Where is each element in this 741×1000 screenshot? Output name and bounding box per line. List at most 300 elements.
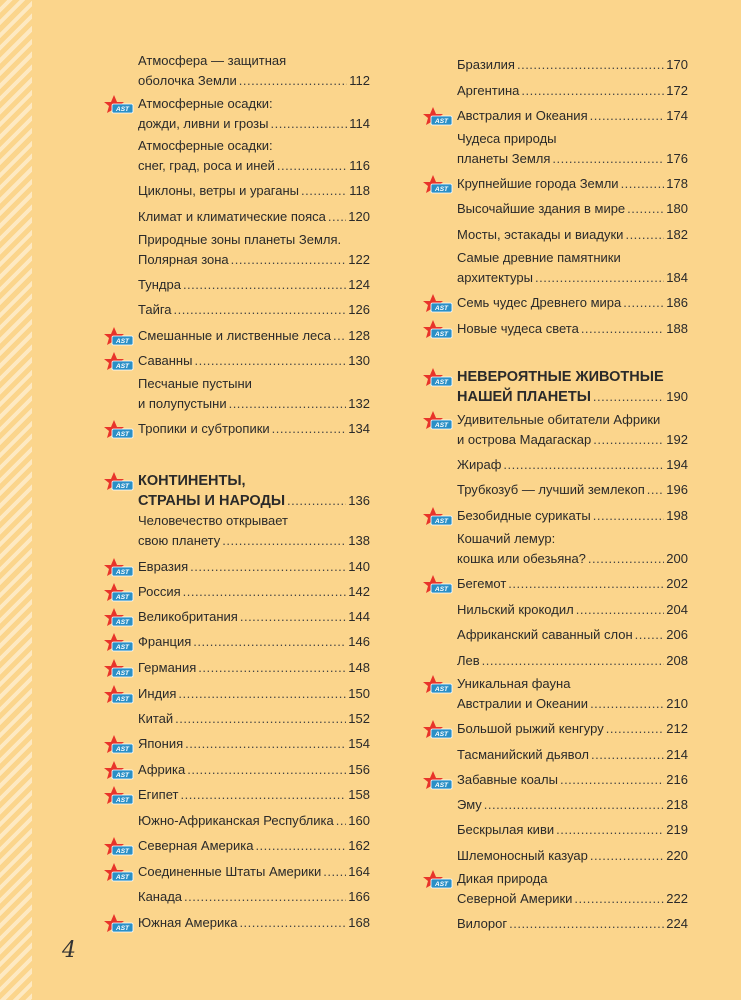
toc-page-number: 214 [666,747,688,762]
toc-entry-title-line: Человечество открывает [138,513,288,528]
dot-leader [482,651,665,671]
dot-leader [606,719,665,739]
toc-page-number: 220 [666,848,688,863]
toc-entry-title-line: Смешанные и лиственные леса [138,328,332,343]
toc-entry[interactable] [138,181,370,201]
toc-page-number: 112 [349,73,370,88]
toc-entry-title-line: Бегемот [457,576,507,591]
toc-page-number: 128 [348,328,370,343]
ast-badge-icon [102,94,134,118]
dot-leader [627,199,664,219]
toc-entry-title-line: Высочайшие здания в мире [457,201,626,216]
toc-entry[interactable] [457,129,688,169]
svg-text:AST: AST [116,874,129,882]
toc-entry[interactable] [457,651,688,671]
dot-leader [198,658,346,678]
toc-entry-title-line: НАШЕЙ ПЛАНЕТЫ [457,389,591,405]
toc-entry[interactable] [138,582,370,602]
toc-entry-title-line: Дикая природа [457,871,548,886]
toc-entry-title-line: КОНТИНЕНТЫ, [138,473,246,489]
toc-page-number: 138 [348,533,370,548]
toc-page-number: 200 [666,551,688,566]
toc-entry[interactable] [138,374,370,414]
svg-text:AST: AST [116,925,129,933]
ast-badge-icon [421,319,453,343]
svg-text:AST: AST [435,379,448,387]
svg-text:AST: AST [116,363,129,371]
toc-page-number: 154 [348,736,370,751]
toc-entry-title-line: Циклоны, ветры и ураганы [138,183,300,198]
toc-entry[interactable] [457,529,688,569]
toc-entry[interactable] [138,300,370,320]
dot-leader [222,531,346,551]
svg-text:AST: AST [435,586,448,594]
dot-leader [229,394,347,414]
dot-leader [231,250,347,270]
dot-leader [255,836,346,856]
toc-entry-title-line: кошка или обезьяна? [457,551,586,566]
ast-badge-icon [421,574,453,598]
toc-entry[interactable] [138,136,370,176]
toc-page-number: 116 [349,158,370,173]
toc-entry[interactable] [457,319,688,339]
toc-page-number: 194 [666,457,688,472]
toc-page-number: 224 [666,916,688,931]
svg-text:AST: AST [435,422,448,430]
toc-entry[interactable] [457,625,688,645]
toc-page-number: 202 [666,576,688,591]
svg-text:AST: AST [435,782,448,790]
toc-entry-title-line: Южно-Африканская Республика [138,813,334,828]
ast-badge-icon [421,719,453,743]
toc-entry-title-line: Удивительные обитатели Африки [457,412,661,427]
dot-leader [625,225,664,245]
dot-leader [593,430,664,450]
toc-entry-title-line: НЕВЕРОЯТНЫЕ ЖИВОТНЫЕ [457,369,664,385]
ast-badge-icon [421,506,453,530]
toc-entry-title-line: Тундра [138,277,181,292]
toc-page-number: 178 [666,176,688,191]
toc-entry-title-line: Климат и климатические пояса [138,209,326,224]
svg-text:AST: AST [435,881,448,889]
dot-leader [185,734,346,754]
toc-page-number: 212 [666,721,688,736]
toc-entry-title-line: Вилорог [457,916,508,931]
toc-entry[interactable] [457,719,688,739]
ast-badge-icon [102,836,134,860]
toc-entry[interactable] [457,846,688,866]
dot-leader [590,694,664,714]
toc-entry[interactable] [138,351,370,371]
dot-leader [174,300,347,320]
toc-entry[interactable] [138,658,370,678]
toc-entry[interactable] [138,557,370,577]
toc-entry[interactable] [457,869,688,909]
toc-entry-title-line: Южная Америка [138,915,238,930]
svg-text:AST: AST [116,696,129,704]
toc-page-number: 176 [666,151,688,166]
toc-entry[interactable] [457,55,688,75]
ast-badge-icon [421,106,453,130]
toc-page-number: 186 [666,295,688,310]
dot-leader [591,745,664,765]
ast-badge-icon [102,684,134,708]
dot-leader [508,574,664,594]
toc-entry[interactable] [457,293,688,313]
dot-leader [581,319,664,339]
toc-page-number: 206 [666,627,688,642]
dot-leader [328,207,346,227]
toc-page-number: 142 [348,584,370,599]
svg-text:AST: AST [116,670,129,678]
toc-entry[interactable] [138,511,370,551]
dot-leader [521,81,664,101]
toc-page-number: 166 [348,889,370,904]
toc-entry-title-line: Большой рыжий кенгуру [457,721,604,736]
dot-leader [590,846,664,866]
svg-text:AST: AST [116,569,129,577]
dot-leader [183,582,347,602]
toc-entry-title-line: Соединенные Штаты Америки [138,864,322,879]
toc-page-number: 144 [348,609,370,624]
toc-page-number: 124 [348,277,370,292]
svg-text:AST: AST [435,118,448,126]
toc-entry-title-line: Франция [138,634,192,649]
toc-entry[interactable] [457,820,688,840]
dot-leader [574,889,664,909]
toc-entry-title-line: оболочка Земли [138,73,237,88]
dot-leader [623,293,664,313]
toc-entry[interactable] [457,455,688,475]
dot-leader [270,114,347,134]
toc-page-number: 196 [666,482,688,497]
dot-leader [272,419,347,439]
toc-entry-title-line: Австралия и Океания [457,108,588,123]
toc-page-number: 164 [348,864,370,879]
toc-entry-title-line: Тайга [138,302,172,317]
toc-page-number: 162 [348,838,370,853]
svg-text:AST: AST [116,483,129,491]
toc-page-number: 118 [349,183,370,198]
toc-entry[interactable] [138,785,370,805]
ast-badge-icon [421,293,453,317]
toc-entry[interactable] [457,600,688,620]
toc-entry[interactable] [138,887,370,907]
toc-entry[interactable] [457,480,688,500]
toc-page-number: 114 [349,116,370,131]
page-number: 4 [62,938,76,963]
toc-entry-title-line: Атмосферные осадки: [138,138,273,153]
toc-page-number: 150 [348,686,370,701]
ast-badge-icon [421,770,453,794]
toc-entry-title-line: Кошачий лемур: [457,531,556,546]
toc-entry-title-line: Северной Америки [457,891,573,906]
toc-page-number: 222 [666,891,688,906]
dot-leader [588,549,664,569]
toc-entry[interactable] [457,174,688,194]
toc-entry[interactable] [138,275,370,295]
svg-text:AST: AST [435,731,448,739]
toc-entry-title-line: Эму [457,797,482,812]
ast-badge-icon [102,734,134,758]
toc-entry-title-line: Африканский саванный слон [457,627,633,642]
toc-entry-title-line: Уникальная фауна [457,676,571,691]
toc-entry[interactable] [138,811,370,831]
dot-leader [240,607,346,627]
toc-entry-title-line: Канада [138,889,183,904]
toc-entry-title-line: Саванны [138,353,193,368]
toc-entry[interactable] [138,230,370,270]
ast-badge-icon [102,582,134,606]
dot-leader [323,862,346,882]
ast-badge-icon [102,862,134,886]
toc-entry[interactable] [457,745,688,765]
toc-entry[interactable] [138,51,370,91]
toc-page-number: 192 [666,432,688,447]
toc-page-number: 204 [666,602,688,617]
toc-entry-title-line: Мосты, эстакады и виадуки [457,227,624,242]
toc-page-number: 158 [348,787,370,802]
dot-leader [593,506,665,526]
ast-badge-icon [102,326,134,350]
toc-entry[interactable] [457,506,688,526]
toc-page-number: 216 [666,772,688,787]
dot-leader [556,820,664,840]
toc-page-number: 182 [666,227,688,242]
toc-entry-title-line: СТРАНЫ И НАРОДЫ [138,493,286,509]
toc-entry[interactable] [138,709,370,729]
toc-entry-title-line: Япония [138,736,184,751]
toc-entry-title-line: свою планету [138,533,221,548]
toc-entry-title-line: Семь чудес Древнего мира [457,295,622,310]
ast-badge-icon [421,869,453,893]
toc-entry[interactable] [457,106,688,126]
toc-entry-title-line: Природные зоны планеты Земля. [138,232,342,247]
dot-leader [560,770,664,790]
toc-entry[interactable] [138,760,370,780]
toc-entry-title-line: Бескрылая киви [457,822,555,837]
svg-text:AST: AST [116,644,129,652]
toc-page-number: 146 [348,634,370,649]
svg-text:AST: AST [116,619,129,627]
toc-entry-title-line: Безобидные сурикаты [457,508,591,523]
dot-leader [576,600,665,620]
toc-entry-title-line: Самые древние памятники [457,250,621,265]
toc-page-number: 198 [666,508,688,523]
svg-text:AST: AST [116,106,129,114]
toc-entry-title-line: дожди, ливни и грозы [138,116,269,131]
toc-entry[interactable] [457,795,688,815]
toc-page-number: 152 [348,711,370,726]
dot-leader [535,268,664,288]
ast-badge-icon [421,674,453,698]
dot-leader [336,811,347,831]
toc-entry[interactable] [138,913,370,933]
toc-page-number: 156 [348,762,370,777]
toc-page-number: 180 [666,201,688,216]
toc-section-heading[interactable] [457,367,688,407]
toc-entry[interactable] [138,684,370,704]
toc-page-number: 134 [348,421,370,436]
ast-badge-icon [102,658,134,682]
toc-page-number: 210 [666,696,688,711]
svg-text:AST: AST [435,518,448,526]
svg-text:AST: AST [116,772,129,780]
dot-leader [503,455,664,475]
toc-entry-title-line: Новые чудеса света [457,321,579,336]
toc-entry-title-line: Песчаные пустыни [138,376,252,391]
toc-entry[interactable] [457,574,688,594]
toc-entry[interactable] [138,419,370,439]
svg-text:AST: AST [435,331,448,339]
dot-leader [621,174,665,194]
dot-leader [187,760,346,780]
toc-page-number: 136 [348,493,370,508]
toc-entry-title-line: Нильский крокодил [457,602,574,617]
toc-entry-title-line: Крупнейшие города Земли [457,176,619,191]
toc-entry-title-line: Египет [138,787,179,802]
toc-entry-title-line: Тасманийский дьявол [457,747,589,762]
ast-badge-icon [102,471,134,495]
svg-text:AST: AST [116,848,129,856]
toc-entry[interactable] [457,225,688,245]
dot-leader [193,632,346,652]
toc-entry-title-line: Австралии и Океании [457,696,589,711]
toc-entry-title-line: Россия [138,584,181,599]
ast-badge-icon [421,410,453,434]
toc-page-number: 219 [666,822,688,837]
ast-badge-icon [102,913,134,937]
dot-leader [484,795,665,815]
ast-badge-icon [102,632,134,656]
svg-text:AST: AST [116,594,129,602]
toc-entry[interactable] [138,734,370,754]
dot-leader [175,709,346,729]
toc-entry-title-line: снег, град, роса и иней [138,158,275,173]
toc-entry-title-line: Жираф [457,457,502,472]
dot-leader [647,480,665,500]
toc-page-number: 218 [666,797,688,812]
ast-badge-icon [421,367,453,391]
toc-page-number: 160 [348,813,370,828]
dot-leader [635,625,665,645]
toc-entry-title-line: Индия [138,686,177,701]
svg-text:AST: AST [116,797,129,805]
toc-page-number: 190 [666,389,688,404]
toc-page-number: 172 [666,83,688,98]
toc-entry-title-line: планеты Земля [457,151,551,166]
dot-leader [239,71,348,91]
ast-badge-icon [102,557,134,581]
toc-page-number: 130 [348,353,370,368]
ast-badge-icon [102,351,134,375]
toc-page-number: 174 [666,108,688,123]
dot-leader [277,156,347,176]
toc-entry[interactable] [457,674,688,714]
toc-page-number: 132 [348,396,370,411]
dot-leader [183,275,346,295]
svg-text:AST: AST [435,686,448,694]
toc-page-number: 140 [348,559,370,574]
toc-entry-title-line: Полярная зона [138,252,229,267]
toc-page-number: 122 [348,252,370,267]
toc-entry-title-line: Атмосфера — защитная [138,53,287,68]
toc-entry[interactable] [457,914,688,934]
dot-leader [184,887,346,907]
toc-entry[interactable] [138,862,370,882]
dot-leader [590,106,665,126]
ast-badge-icon [421,174,453,198]
svg-text:AST: AST [116,746,129,754]
toc-page-number: 170 [666,57,688,72]
dot-leader [190,557,346,577]
toc-page-number: 184 [666,270,688,285]
svg-text:AST: AST [435,186,448,194]
toc-entry[interactable] [138,607,370,627]
toc-entry-title-line: Шлемоносный казуар [457,848,588,863]
toc-entry[interactable] [138,207,370,227]
toc-entry-title-line: Великобритания [138,609,238,624]
svg-text:AST: AST [116,431,129,439]
decorative-stripe [0,0,32,1000]
toc-entry-title-line: Евразия [138,559,189,574]
toc-entry-title-line: Аргентина [457,83,520,98]
dot-leader [517,55,664,75]
toc-entry-title-line: Африка [138,762,186,777]
toc-entry[interactable] [138,836,370,856]
dot-leader [509,914,664,934]
ast-badge-icon [102,607,134,631]
toc-page-number: 126 [348,302,370,317]
toc-entry-title-line: Атмосферные осадки: [138,96,273,111]
toc-page-number: 148 [348,660,370,675]
dot-leader [593,387,664,407]
toc-entry-title-line: Северная Америка [138,838,254,853]
toc-entry[interactable] [138,326,370,346]
toc-entry[interactable] [457,770,688,790]
toc-entry-title-line: Бразилия [457,57,515,72]
toc-entry[interactable] [457,199,688,219]
toc-entry[interactable] [457,410,688,450]
toc-entry[interactable] [457,248,688,288]
toc-entry-title-line: архитектуры [457,270,533,285]
dot-leader [552,149,664,169]
dot-leader [180,785,346,805]
ast-badge-icon [102,785,134,809]
dot-leader [287,491,346,511]
dot-leader [333,326,346,346]
dot-leader [301,181,347,201]
toc-entry[interactable] [457,81,688,101]
toc-entry-title-line: и острова Мадагаскар [457,432,592,447]
toc-entry-title-line: Тропики и субтропики [138,421,270,436]
toc-entry-title-line: Лев [457,653,480,668]
toc-section-heading[interactable] [138,471,370,511]
toc-entry-title-line: Китай [138,711,174,726]
dot-leader [178,684,346,704]
toc-page-number: 188 [666,321,688,336]
toc-entry[interactable] [138,632,370,652]
toc-entry[interactable] [138,94,370,134]
dot-leader [194,351,346,371]
toc-page-number: 168 [348,915,370,930]
toc-entry-title-line: Германия [138,660,197,675]
svg-text:AST: AST [116,338,129,346]
ast-badge-icon [102,760,134,784]
toc-entry-title-line: Чудеса природы [457,131,557,146]
ast-badge-icon [102,419,134,443]
toc-entry-title-line: Забавные коалы [457,772,558,787]
